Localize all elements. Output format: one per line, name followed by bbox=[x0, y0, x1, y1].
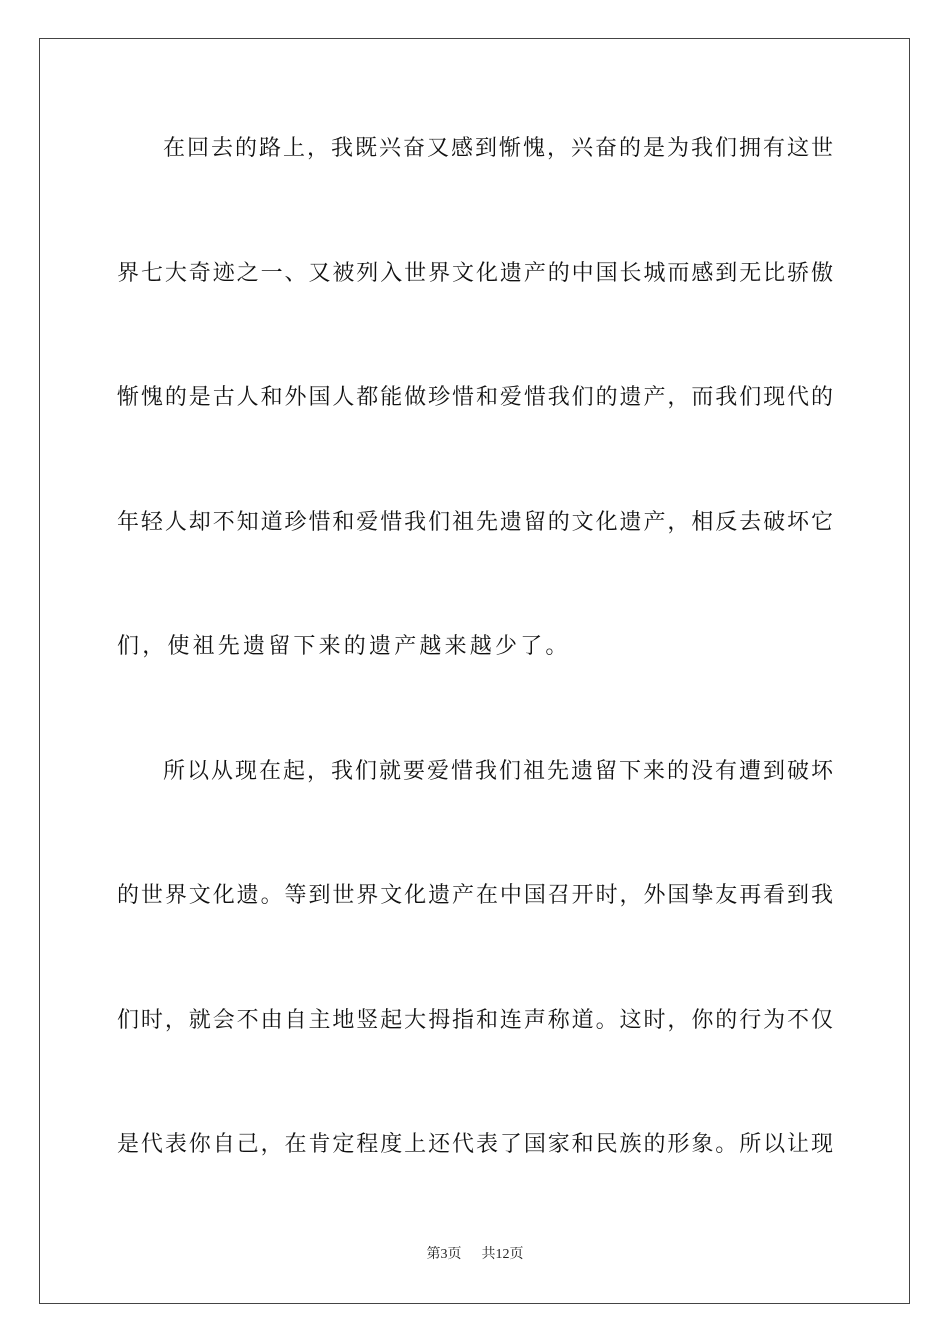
paragraph-line: 的世界文化遗。等到世界文化遗产在中国召开时，外国挚友再看到我 bbox=[117, 883, 833, 908]
paragraph-line: 们时，就会不由自主地竖起大拇指和连声称道。这时，你的行为不仅 bbox=[117, 1008, 833, 1033]
paragraph-line: 界七大奇迹之一、又被列入世界文化遗产的中国长城而感到无比骄傲 bbox=[117, 261, 833, 286]
paragraph-line: 是代表你自己，在肯定程度上还代表了国家和民族的形象。所以让现 bbox=[117, 1132, 833, 1157]
paragraph-line: 在回去的路上，我既兴奋又感到惭愧，兴奋的是为我们拥有这世 bbox=[163, 136, 833, 161]
paragraph-line: 惭愧的是古人和外国人都能做珍惜和爱惜我们的遗产，而我们现代的 bbox=[117, 385, 833, 410]
paragraph-line: 所以从现在起，我们就要爱惜我们祖先遗留下来的没有遭到破坏 bbox=[163, 759, 833, 784]
page-footer bbox=[0, 1246, 950, 1264]
paragraph-line: 年轻人却不知道珍惜和爱惜我们祖先遗留的文化遗产，相反去破坏它 bbox=[117, 510, 833, 535]
page-number: 第3页 bbox=[426, 1247, 462, 1262]
page-border bbox=[39, 38, 910, 1304]
paragraph-line: 们，使祖先遗留下来的遗产越来越少了。 bbox=[117, 634, 571, 659]
page-total: 共12页 bbox=[481, 1247, 524, 1262]
